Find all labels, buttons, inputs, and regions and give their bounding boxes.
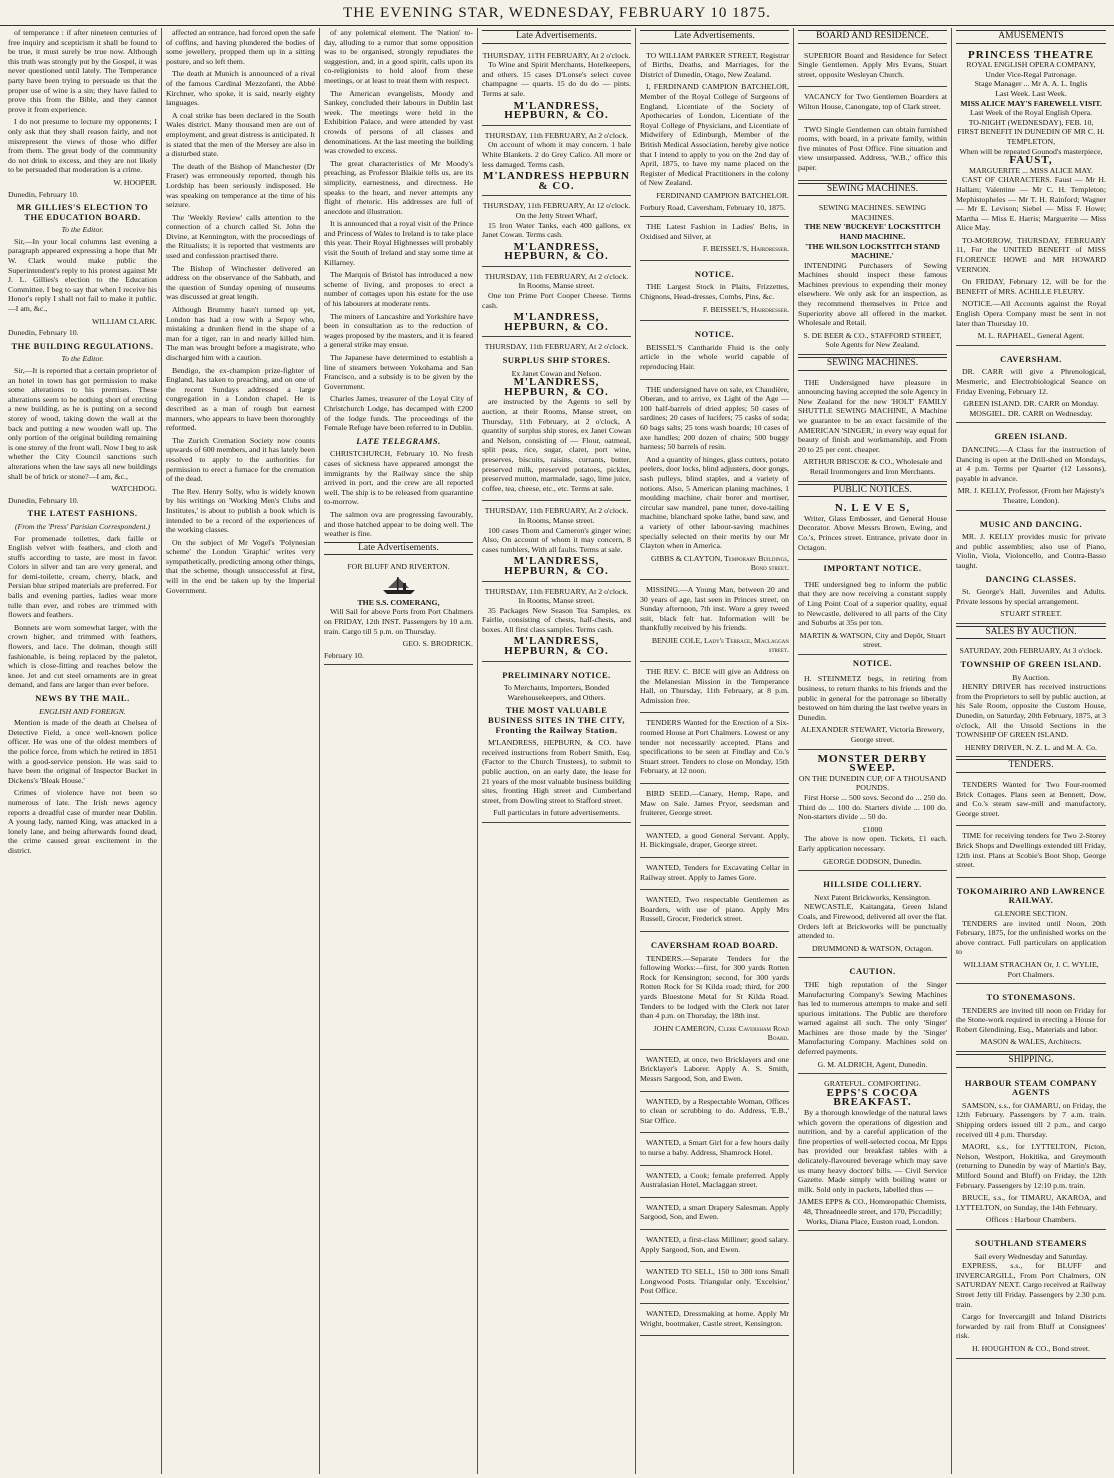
- notice-ad: [482, 664, 631, 823]
- ad-body: TWO Single Gentlemen can obtain furnished rooms, with board, in a private family, within five minutes of Post Office. Fine situation and view unsurpassed. Address, 'W.B.,' office this paper.: [798, 124, 947, 172]
- theatre-line: Last Week of the Royal English Opera.: [970, 108, 1092, 118]
- shipping-ad: [324, 559, 473, 665]
- ad-body: TENDERS.—Separate Tenders for the following Works:—first, for 300 yards Rotten Rock for Kensington; second, for 300 yards Rotten Rock for St Kilda road; third, for 200 yards Bluestone Metal for St Kilda Road. Tenders to be lodged with the Clerk not later than 4 p.m. on Thursday, the 18th inst.: [640, 953, 789, 1021]
- auction-firm: M'LANDRESS, HEPBURN, & CO.: [504, 376, 609, 398]
- letter-paragraph: Sir,—It is reported that a certain proprietor of an hotel in town has got permission to make some alterations to his premises. These alterations seem to be nothing short of erecting a new building, as he is putting on a second storey of wood, taking down the wall at the back and putting a new wooden wall up. The only portion of the original building remaining is one storey of the front wall. Now I beg to ask whether the City Council sanctions such alterations when the law says all new buildings shall be of brick or stone?—I am, &c.,: [8, 366, 157, 481]
- ad-signature: MASON & WALES, Architects.: [980, 1037, 1082, 1047]
- shipping-date: February 10.: [324, 650, 364, 660]
- music-ad: [956, 513, 1106, 624]
- article-paragraph: Bendigo, the ex-champion prize-fighter of England, has taken to preaching, and on one of the recent Sundays addressed a large congregation in a London chapel. He is described as a man of rough but earnest manners, who appears to have been thoroughly reformed.: [166, 365, 315, 433]
- article-heading: THE BUILDING REGULATIONS.: [11, 340, 154, 351]
- late-ads-heading: Late Advertisements.: [640, 30, 789, 44]
- ad-body: VACANCY for Two Gentlemen Boarders at Wilton House, Canongate, top of Clark street.: [798, 92, 947, 111]
- column-1: [4, 28, 162, 1474]
- telegram-paragraph: The salmon ova are progressing favourably, and those hatched appear to be doing well. The weather is fine.: [324, 509, 473, 539]
- section-heading: IMPORTANT NOTICE.: [823, 563, 922, 574]
- article-paragraph: On the subject of Mr Vogel's 'Polynesian scheme' the London 'Graphic' writes very sympathetically, predicting among other things, that the scheme, though unsuccessful at first, will in the end be taken up by the Imperial Government.: [166, 537, 315, 595]
- telegram-paragraph: CHRISTCHURCH, February 10. No fresh cases of sickness have appeared amongst the immigrants by the Railway since the ship arrived in port, and the crew are all reported well. The ship is to be released from quarantine to-morrow.: [324, 449, 473, 507]
- ad-title: DANCING CLASSES.: [985, 573, 1077, 584]
- auction-title: TOWNSHIP OF GREEN ISLAND.: [960, 659, 1102, 670]
- ad-signature: ARTHUR BRISCOE & CO., Wholesale and Retail Ironmongers and Iron Merchants.: [802, 457, 943, 476]
- ad-signature: WILLIAM STRACHAN Or, J. C. WYLIE, Port Chalmers.: [963, 959, 1099, 979]
- ad-name: EPPS'S COCOA BREAKFAST.: [826, 1086, 919, 1109]
- article-heading: MR GILLIES'S ELECTION TO THE EDUCATION BOARD.: [16, 202, 149, 222]
- ad-body: TENDERS are invited till noon on Friday for the Stone-work required in erecting a House for Robert Glendining, Esq., Materials and labor.: [956, 1005, 1106, 1034]
- auction-line: By Auction.: [1012, 672, 1050, 682]
- newspaper-columns: [4, 28, 1110, 1474]
- shipping-notice: MAORI, s.s., for LYTTELTON, Picton, Nelson, Westport, Hokitika, and Greymouth (returning to Dunedin by way of Martin's Bay, Milford Sound and Bluff) on Friday, the 12th February. Passengers by 12:10 p.m. train.: [956, 1142, 1106, 1190]
- column-3: [320, 28, 478, 1474]
- classified-ad: [640, 323, 789, 379]
- shipping-ad: [956, 1072, 1106, 1230]
- ad-body: WANTED, by a Respectable Woman, Offices to clean or scrubbing to do. Address, 'E.B.,' Star Office.: [640, 1096, 789, 1125]
- classified-ad: [640, 715, 789, 784]
- ship-icon: [379, 574, 419, 596]
- ad-line: Offices : Harbour Chambers.: [985, 1215, 1077, 1225]
- ad-signature: BENJIE COLE, Lady's Terrace, Maclaggan street.: [651, 635, 789, 655]
- classified-ad: [640, 1168, 789, 1198]
- classified-ad: [640, 1052, 789, 1092]
- notice-heading: THE MOST VALUABLE BUSINESS SITES IN THE CITY, Fronting the Railway Station.: [487, 705, 626, 735]
- auction-signature: HENRY DRIVER, N. Z. L. and M. A. Co.: [964, 742, 1098, 752]
- sweep-prizes: First Horse ... 500 sovs. Second do ... 250 do. Third do ... 100 do. Starters divide ... 100 do. Non-starters divide ... 50 do.: [798, 793, 947, 822]
- auction-ad: [482, 339, 631, 501]
- opera-title: FAUST,: [1009, 154, 1053, 167]
- article-paragraph: Bonnets are worn somewhat larger, with the crown higher, and trimmed with feathers, flowers, and lace. The dolman, though still fashionable, is being replaced by the paletot, which is close-fitting and reaches below the knee. Jet and cut steel ornaments are in great demand, and fans are larger than ever before.: [8, 622, 157, 690]
- article-paragraph: The Japanese have determined to establish a line of steamers between Yokohama and San Francisco, and a subsidy is to be given by the Government.: [324, 353, 473, 391]
- article-subheading: ENGLISH AND FOREIGN.: [39, 706, 126, 716]
- railway-ad: [956, 880, 1106, 984]
- article-paragraph: For promenade toilettes, dark faille or English velvet with feathers, and cloth and stuffs according to taste, are most in favor. Colors in silver and tan are very general, and for demi-toilette, cream, cherry, black, and Persian blue striped materials are preferred. For balls and evening parties, ladies wear more tulle than ever, and robes are trimmed with flowers and feathers.: [8, 533, 157, 620]
- ad-body: TENDERS Wanted for the Erection of a Six-roomed House at Port Chalmers. Lowest or any tender not necessarily accepted. Plans and specifications to be seen at Findlay and Co.'s Stuart street. Tenders to close on Monday, 15th February, at 12 noon.: [640, 718, 789, 776]
- ad-body: TIME for receiving tenders for Two 2-Storey Brick Shops and Dwellings extended till Friday, 12th inst. Plans at Scobie's Boot Shop, George street.: [956, 831, 1106, 870]
- classified-ad: [798, 89, 947, 119]
- article-paragraph: The Marquis of Bristol has introduced a new scheme of living, and proposes to erect a number of cottages upon his estate for the use of his labourers at moderate rents.: [324, 270, 473, 309]
- ad-body: DR. CARR will give a Phrenological, Mesmeric, and Electrobiological Seance on Friday Evening, February 12.: [956, 367, 1106, 396]
- auction-date: THURSDAY, 11th FEBRUARY, At 2 o'clock. In Rooms, Manse street.: [484, 506, 629, 525]
- auction-date: THURSDAY, 11TH FEBRUARY, At 2 o'clock.: [482, 50, 631, 60]
- shipping-ad: [956, 1232, 1106, 1359]
- ad-body: TENDERS Wanted for Two Four-roomed Brick Cottages. Plans seen at Bennett, Dow, and Co.'s steam saw-mill and manufactory, George street.: [956, 780, 1106, 818]
- sewing-machine-ad: [798, 375, 947, 482]
- shipping-detail: Will Sail for above Ports from Port Chalmers on FRIDAY, 12th INST. Passengers by 10 a.m. train. Cargo till 5 p.m. on Thursday.: [324, 607, 473, 636]
- auction-firm: M'LANDRESS, HEPBURN, & CO.: [504, 99, 609, 122]
- theatre-cast: CAST OF CHARACTERS. Faust — Mr H. Hallam; Valentine — Mr C. H. Templeton; Mephistopheles — Mr T. H. Rainford; Wagner — Mr E. Levison; Siebel — Miss F. Howe; Martha — Miss E. Harris; Marguerite — Miss Alice May.: [956, 175, 1106, 233]
- letter-signature: WATCHDOG.: [111, 484, 157, 494]
- ad-body: MISSING.—A Young Man, between 20 and 30 years of age, last seen in Princes street, on Sunday afternoon, 7th inst. Wore a grey tweed suit, black felt hat. Information will be thankfully received by his friends.: [640, 584, 789, 633]
- theatre-line: FIRST BENEFIT IN DUNEDIN OF MR C. H. TEMPLETON,: [957, 127, 1105, 146]
- letter-date: Dunedin, February 10.: [8, 495, 79, 505]
- classified-ad: [640, 786, 789, 826]
- ad-body: DANCING.—A Class for the instruction of Dancing is open at the Drill-shed on Mondays, at 4 p.m. Terms per Quarter (12 Lessons), payable in advance.: [956, 444, 1106, 483]
- article-paragraph: of any polemical element. The 'Nation' to-day, alluding to a rumor that some opposition was to be organised, strongly repudiates the suggestion, and, in a good spirit, calls upon its co-religionists to hold aloof from these meetings, or at least to treat them with respect.: [324, 28, 473, 85]
- ad-signature: G. M. ALDRICH, Agent, Dunedin.: [817, 1059, 928, 1069]
- shipping-notice: BRUCE, s.s., for TIMARU, AKAROA, and LYTTELTON, on Sunday, the 14th February.: [956, 1193, 1106, 1212]
- notice-subtitle: To Merchants, Importers, Bonded Warehousekeepers, and Others.: [503, 683, 610, 702]
- classified-ad: [640, 1135, 789, 1165]
- article-paragraph: The great characteristics of Mr Moody's preaching, as Professor Blaikie tells us, are its simplicity, earnestness, and directness. He speaks to the heart, and never attempts any flight of rhetoric. His addresses are full of anecdote and illustration.: [324, 158, 473, 216]
- theatre-line: MARGUERITE ... MISS ALICE MAY.: [969, 165, 1093, 175]
- auction-date: THURSDAY, 11th FEBRUARY, At 12 o'clock. On the Jetty Street Wharf,: [482, 201, 631, 220]
- theatre-name: PRINCESS THEATRE: [968, 48, 1094, 61]
- ad-signature: S. DE BEER & CO., STAFFORD STREET, Sole Agents for New Zealand.: [803, 330, 942, 350]
- ad-body: THE undersigned have on sale, ex Chaudière, Oberan, and to arrive, ex Light of the Age — 100 half-barrels of dried apples; 50 cases of sardines; 20 cases of lucifers; 75 casks of soda; 60 bags salts; 25 tons wash boards; 10 cases of axe handles; 200 dozen of chairs; 500 buggy harness; 50 barrels of resin.: [640, 384, 789, 452]
- auction-subtitle: Ex Janet Cowan and Nelson.: [511, 368, 602, 378]
- caution-ad: [798, 960, 947, 1074]
- auction-body: HENRY DRIVER has received instructions from the Proprietors to sell by public auction, at his Sale Room, opposite the Custom House, Dunedin, on Saturday, 20th February, 1875, at 3 o'clock, All the Unsold Sections in the TOWNSHIP OF GREEN ISLAND.: [956, 682, 1106, 740]
- auction-ad: [482, 584, 631, 662]
- section-heading: AMUSEMENTS: [956, 30, 1106, 44]
- ad-body: And a quantity of hinges, glass cutters, potato peelers, door locks, blind adjusters, door gongs, sash pulleys, blind staples, and a variety of notions. Also, 5 American planing machines, 1 moulding machine, chair borer and mortiser, circular saw mandrel, pane tuner, dove-tailing machine, blanchard spoke lathe, band saw, and a variety of other labour-saving machines specially selected on their merits by our Mr Clayton when in America.: [640, 454, 789, 551]
- ad-title: CAUTION.: [849, 966, 896, 977]
- ad-subtitle: GLENORE SECTION.: [994, 908, 1068, 918]
- section-heading: SALES BY AUCTION.: [956, 626, 1106, 640]
- auction-ad: [482, 128, 631, 197]
- auction-ad: [956, 643, 1106, 757]
- auction-body: To Wine and Spirit Merchants, Hotelkeepers, and others. 15 cases D'Lonse's select cuvee champagne — quarts. 15 do do do — pints. Terms at sale.: [482, 60, 631, 98]
- shipping-notice: EXPRESS, s.s., for BLUFF and INVERCARGILL, From Port Chalmers, ON SATURDAY NEXT. Cargo received at Railway Street Jetty till Friday. Passengers by 2.30 p.m. train.: [956, 1261, 1106, 1309]
- auction-date: THURSDAY, 11th FEBRUARY, At 2 o'clock.: [484, 130, 629, 140]
- tender-ad: [956, 986, 1106, 1052]
- colliery-ad: [798, 873, 947, 958]
- theatre-line: MISS ALICE MAY'S FAREWELL VISIT.: [960, 98, 1102, 108]
- auction-body: 100 cases Thom and Cameron's ginger wine; Also, On account of whom it may concern, 8 cases tumblers, With all faults. Terms at sale.: [482, 525, 631, 554]
- ad-title: MUSIC AND DANCING.: [979, 518, 1083, 529]
- lecture-ad: [956, 348, 1106, 424]
- theatre-line: Under Vice-Regal Patronage.: [985, 69, 1077, 79]
- ad-body: WANTED, Dressmaking at home. Apply Mr Wright, bootmaker, Castle street, Kensington.: [640, 1308, 789, 1328]
- column-6: [794, 28, 952, 1474]
- letter-signature: W. HOOPER.: [113, 177, 157, 187]
- ad-headline: 'THE WILSON LOCKSTITCH STAND MACHINE.': [805, 241, 940, 261]
- ad-body: WANTED, Two respectable Gentlemen as Boarders, with use of piano. Apply Mrs Russell, Grocer, Frederick street.: [640, 895, 789, 924]
- ad-signature: MARTIN & WATSON, City and Depôt, Stuart street.: [799, 630, 946, 650]
- ad-body: THE Latest Fashion in Ladies' Belts, in Oxidised and Silver, at: [640, 222, 789, 241]
- sweep-ad: [798, 752, 947, 872]
- ad-body: By a thorough knowledge of the natural laws which govern the operations of digestion and nutrition, and by a careful application of the fine properties of well-selected cocoa, Mr Epps has provided our breakfast tables with a delicately-flavoured beverage which may save us many heavy doctors' bills. — Civil Service Gazette. Made simply with boiling water or milk. Sold only in packets, labelled thus —: [798, 1108, 947, 1194]
- shipping-notice: SAMSON, s.s., for OAMARU, on Friday, the 12th February. Passengers by 7 a.m. train. Shipping orders issued till 2 p.m., and cargo received till 4 p.m. Thursday.: [956, 1100, 1106, 1139]
- ad-signature: F. BEISSEL'S, Hairdresser.: [702, 244, 789, 254]
- ad-body: MR. J. KELLY provides music for private and public assemblies; also use of Piano, Violin, Viola, Violoncello, and Contra-Basso taught.: [956, 532, 1106, 570]
- ad-body: WANTED, at once, two Bricklayers and one Bricklayer's Laborer. Apply A. S. Smith, Messrs Sargood, Son, and Ewen.: [640, 1054, 789, 1084]
- section-heading: SHIPPING.: [956, 1054, 1106, 1068]
- article-paragraph: The miners of Lancashire and Yorkshire have been in consultation as to the reduction of wages proposed by the masters, and it is feared a general strike may ensue.: [324, 311, 473, 350]
- ad-body: WANTED, a Smart Girl for a few hours daily to nurse a baby. Address, Shamrock Hotel.: [640, 1138, 789, 1158]
- letter-paragraph: Sir,—In your local columns last evening a paragraph appeared expressing a hope that Mr W. Clark would make public the Superintendent's reply to his protest against Mr J. L. Gillies's election to the Education Committee. I beg to say that when I receive his Honor's reply I shall not fail to make it public.—I am, &c.,: [8, 236, 157, 314]
- section-heading: BOARD AND RESIDENCE.: [798, 30, 947, 44]
- ad-subtitle: Next Patent Brickworks, Kensington.: [814, 892, 931, 902]
- late-ads-heading: Late Advertisements.: [482, 30, 631, 44]
- column-7: [952, 28, 1110, 1474]
- classified-ad: [640, 1306, 789, 1336]
- ad-title: GRATEFUL. COMFORTING.: [824, 1079, 921, 1089]
- article-paragraph: The 'Weekly Review' calls attention to the connection of a church called St. John the Divine, at Kennington, with the proceedings of the Ritualists; it is reported that vestments are used and confession practised there.: [166, 212, 315, 261]
- article-paragraph: The American evangelists, Moody and Sankey, concluded their labours in Dublin last week. The meetings were held in the Exhibition Palace, and were attended by vast crowds of persons of all classes and denominations. At the last meeting the building was crowded to excess.: [324, 88, 473, 156]
- sweep-signature: GEORGE DODSON, Dunedin.: [823, 856, 922, 866]
- auction-ad: [482, 269, 631, 338]
- ad-body: WANTED, a Cook; female preferred. Apply Australasian Hotel, Maclaggan street.: [640, 1170, 789, 1190]
- article-subheading: To the Editor.: [61, 354, 104, 364]
- ad-signature: JAMES EPPS & CO., Homœopathic Chemists, 48, Threadneedle street, and 170, Piccadilly; Works, Diana Place, Euston road, London.: [798, 1197, 947, 1226]
- theatre-signature: M. L. RAPHAEL, General Agent.: [977, 331, 1085, 341]
- classified-ad: [640, 582, 789, 662]
- ad-body: WANTED, Tenders for Excavating Cellar in Railway street. Apply to James Gore.: [640, 862, 789, 882]
- shipping-notice: Cargo for Invercargill and Inland Districts forwarded by rail from Bluff at Consignees' risk.: [956, 1312, 1106, 1341]
- auction-ad: [482, 503, 631, 581]
- notice-body: M'LANDRESS, HEPBURN, & CO. have received instructions from Robert Smith, Esq. (Factor to the Church Trustees), to submit to public auction, on an early date, the lease for 21 years of the most valuable business building sites, fronting High street and Cumberland street, from Dowling street to Stafford street.: [482, 738, 631, 805]
- classified-ad: [640, 934, 789, 1050]
- ad-body: THE Undersigned have pleasure in announcing having accepted the sole Agency in New Zealand for the new 'HOLT' FAMILY SHUTTLE SEWING MACHINE, A Machine we guarantee to be an exact facsimile of the AMERICAN 'SINGER,' in every way equal for beauty of finish and workmanship, and From 20 to 25 per cent. cheaper.: [798, 377, 947, 454]
- article-paragraph: The Rev. Henry Solly, who is widely known by his writings on 'Working Men's Clubs and Institutes,' is about to publish a book which is intended to be a record of the experiences of the working classes.: [166, 486, 315, 535]
- theatre-line: Last Week. Last Week.: [995, 88, 1067, 98]
- ad-line: MOSGIEL. DR. CARR on Wednesday.: [969, 408, 1093, 418]
- ad-headline: SEWING MACHINES. SEWING MACHINES.: [818, 203, 927, 222]
- classified-ad: [798, 122, 947, 181]
- ad-body: BIRD SEED.—Canary, Hemp, Rape, and Maw on Sale. James Pryor, seedsman and fruiterer, George street.: [640, 789, 789, 818]
- auction-date: SATURDAY, 20th FEBRUARY, At 3 o'clock.: [959, 646, 1103, 656]
- theatre-company: ROYAL ENGLISH OPERA COMPANY,: [966, 60, 1096, 70]
- ad-signature: MR. J. KELLY, Professor, (From her Majesty's Theatre, London).: [957, 486, 1105, 505]
- public-notice-ad: [798, 577, 947, 655]
- tender-ad: [956, 828, 1106, 877]
- article-heading: THE LATEST FASHIONS.: [27, 508, 138, 519]
- ad-title: CAVERSHAM ROAD BOARD.: [650, 939, 779, 950]
- theatre-line: TO-NIGHT (WEDNESDAY), FEB. 10,: [968, 117, 1094, 127]
- ad-line: GREEN ISLAND. DR. CARR on Monday.: [963, 399, 1099, 409]
- auction-firm: M'LANDRESS HEPBURN & CO.: [483, 170, 630, 192]
- ad-body: THE undersigned beg to inform the public that they are now receiving a constant supply of Ling Point Coal of a superior quality, equal to Newcastle, delivered to all parts of the City and Suburbs at 35s per ton.: [798, 579, 947, 628]
- ad-body: WANTED, a good General Servant. Apply, H. Bickingsale, draper, George street.: [640, 830, 789, 850]
- classified-ad: [640, 382, 789, 580]
- ad-signature: GIBBS & CLAYTON, Temporary Buildings, Bond street.: [650, 553, 789, 573]
- letter-paragraph: I do not presume to lecture my opponents; I only ask that they shall reason fairly, and not misrepresent the views of those who differ from them. The great body of the community do not drink to excess, and they are not likely to be persuaded that moderation is a crime.: [8, 117, 157, 175]
- ad-line: Sail every Wednesday and Saturday.: [974, 1251, 1088, 1261]
- ad-body: THE Largest Stock in Plaits, Frizzettes, Chignons, Head-dresses, Combs, Pins, &c.: [640, 282, 789, 302]
- public-notice-ad: [798, 501, 947, 560]
- late-ads-heading: Late Advertisements.: [324, 542, 473, 556]
- ad-body: INTENDING Purchasers of Sewing Machines should inspect these famous Machines previous to expending their money elsewhere. We only ask for an inspection, as they recommend themselves in Price and Superiority above all offered in the market. Wholesale and Retail.: [798, 260, 947, 328]
- cocoa-ad: [798, 1076, 947, 1231]
- auction-firm: M'LANDRESS, HEPBURN, & CO.: [504, 635, 609, 658]
- classified-ad: [640, 892, 789, 932]
- ad-body: WANTED, a first-class Milliner; good salary. Apply Sargood, Son, and Ewen.: [640, 1235, 789, 1254]
- ad-title: TO STONEMASONS.: [986, 992, 1076, 1003]
- theatre-line: NOTICE.—All Accounts against the Royal English Opera Company must be sent in not later than Thursday 10.: [956, 299, 1106, 328]
- ship-name: THE S.S. COMERANG,: [357, 597, 440, 607]
- ad-body: BEISSEL'S Cantharide Fluid is the only article in the whole world capable of reproducing Hair.: [640, 342, 789, 372]
- classified-ad: [798, 48, 947, 88]
- auction-body: are instructed by the Agents to sell by auction, at their Rooms, Manse street, on Thursday, 11th February, at 2 o'clock, A quantity of surplus ship stores, ex Janet Cowan and Nelson, consisting of — Flour, oatmeal, split peas, rice, sugar, claret, port wine, preserves, biscuits, raisins, currants, butter, preserved milk, preserved potatoes, pickles, preserved mutton, marmalade, sago, lime juice, coffee, tea, cheese, etc., etc. Terms at sale.: [482, 397, 631, 493]
- ad-body: WANTED TO SELL, 150 to 300 tons Small Longwood Posts. Triangular only. 'Excelsior,' Post Office.: [640, 1267, 789, 1296]
- ad-body: SUPERIOR Board and Residence for Select Single Gentlemen. Apply Mrs Evans, Stuart street, opposite Wesleyan Church.: [798, 50, 947, 79]
- ad-body: TENDERS are invited until Noon, 20th February, 1875, for the unfinished works on the above contract. Full particulars on application to: [956, 918, 1106, 957]
- ad-signature: H. HOUGHTON & CO., Bond street.: [972, 1343, 1090, 1353]
- article-paragraph: Charles James, treasurer of the Loyal City of Christchurch Lodge, has decamped with £200 of the lodge funds. The proceedings of the Female Refuge have been referred to in Dublin.: [324, 394, 473, 433]
- ad-signature: ALEXANDER STEWART, Victoria Brewery, George street.: [800, 725, 945, 745]
- classified-ad: [640, 860, 789, 890]
- auction-date: THURSDAY, 11th FEBRUARY, At 2 o'clock. In Rooms, Manse street.: [484, 586, 629, 606]
- section-heading: TENDERS.: [956, 759, 1106, 773]
- classified-ad: [640, 1232, 789, 1262]
- sweep-total: £1000: [862, 824, 883, 834]
- ad-body: THE high reputation of the Singer Manufacturing Company's Sewing Machines has led to numerous attempts to make and sell spurious imitations. The Public are therefore warned against all such. The only 'Singer' Machines are those made by the 'Singer' Manufacturing Company. Machines sold on deferred payments.: [798, 979, 947, 1057]
- auction-date: THURSDAY, 11th FEBRUARY, At 2 o'clock. In Rooms, Manse street.: [484, 271, 629, 291]
- auction-title: SURPLUS SHIP STORES.: [502, 355, 611, 366]
- notice-date: Forbury Road, Caversham, February 10, 1875.: [640, 202, 786, 212]
- ad-signature: STUART STREET.: [1000, 609, 1062, 619]
- article-paragraph: Crimes of violence have not been so numerous of late. The Irish news agency reports a dreadful case of murder near Dublin. A young lady, named King, was attacked in a lonely lane, and being afterwards found dead, the crime caused great excitement in the district.: [8, 788, 157, 855]
- notice-body: TO WILLIAM PARKER STREET, Registrar of Births, Deaths, and Marriages, for the District of Dunedin, Otago, New Zealand.: [640, 50, 789, 79]
- classified-ad: [640, 263, 789, 321]
- public-notice-ad: [798, 671, 947, 749]
- shipping-signature: GEO. S. BRODRICK.: [402, 639, 473, 649]
- ad-body: Writer, Glass Embosser, and General House Decorator. Above Messrs Brown, Ewing, and Co.'s, Princes street. Entrance, private door in Octagon.: [798, 513, 947, 552]
- ad-body: H. STEINMETZ begs, in retiring from business, to return thanks to his friends and the public in general for the patronage so liberally bestowed on him during the last twelve years in Dunedin.: [798, 674, 947, 722]
- article-subheading: To the Editor.: [61, 225, 104, 235]
- auction-body: 35 Packages New Season Tea Samples, ex Fairlie, consisting of chests, half-chests, and boxes. All first class samples. Terms cash.: [482, 605, 631, 634]
- notice-signature: FERDINAND CAMPION BATCHELOR.: [656, 190, 789, 200]
- ad-title: NOTICE.: [694, 329, 735, 340]
- sweep-title: MONSTER DERBY SWEEP.: [817, 752, 928, 775]
- notice-ad: [640, 48, 789, 218]
- theatre-ad: [956, 48, 1106, 346]
- article-paragraph: The death of the Bishop of Manchester (Dr Fraser) was erroneously reported, though his Lordship has been seriously indisposed. He was speaking on temperance at the time of his seizure.: [166, 161, 315, 210]
- ad-body: WANTED, a smart Drapery Salesman. Apply Sargood, Son, and Ewen.: [640, 1202, 789, 1222]
- sweep-subtitle: ON THE DUNEDIN CUP, OF A THOUSAND POUNDS.: [798, 773, 947, 793]
- dancing-ad: [956, 425, 1106, 510]
- article-paragraph: The Zurich Cremation Society now counts upwards of 600 members, and it has lately been resolved to apply to the authorities for permission to erect a furnace for the cremation of the dead.: [166, 435, 315, 484]
- article-paragraph: Although Brummy hasn't turned up yet, London has had a row with a Sepoy who, mistaking a drunken fiend in the shape of a man for a tiger, ran in and nearly killed him. The man was brought before a magistrate, who discharged him with a caution.: [166, 305, 315, 362]
- article-subheading: (From the 'Press' Parisian Correspondent.): [14, 521, 151, 531]
- classified-ad: [640, 1264, 789, 1304]
- ad-signature: F. BEISSEL'S, Hairdresser.: [702, 304, 789, 314]
- ad-body: THE REV. C. BICE will give an Address on the Melanesian Mission in the Temperance Hall, on Thursday, 11th February, at 8 p.m. Admission free.: [640, 667, 789, 705]
- article-paragraph: A coal strike has been declared in the South Wales district. Many thousand men are out of employment, and great distress is anticipated. It is stated that the men of the Mersey are also in a disturbed state.: [166, 110, 315, 159]
- auction-body: One ton Prime Port Cooper Cheese. Terms cash.: [482, 291, 631, 310]
- article-paragraph: The Bishop of Winchester delivered an address on the observance of the Sabbath, and the question of Sunday opening of museums was discussed at great length.: [166, 263, 315, 302]
- section-heading: PUBLIC NOTICES.: [798, 484, 947, 498]
- notice-body: I, FERDINAND CAMPION BATCHELOR, Member of the Royal College of Surgeons of England, Licentiate of the Society of Apothecaries of London, Licentiate of the Royal College of Physicians, and Licentiate of Midwifery of Edinburgh, Member of the British Medical Association, hereby give notice that I intend to apply to you on the 2nd day of April, 1875, to have my name placed on the Register of Medical Practitioners in the colony of New Zealand.: [640, 82, 789, 188]
- notice-footer: Full particulars in future advertisements.: [493, 808, 620, 818]
- theatre-line: On FRIDAY, February 12, will be for the BENEFIT of MRS. ACHILLE FLEURY.: [956, 277, 1106, 296]
- notice-title: PRELIMINARY NOTICE.: [502, 669, 611, 680]
- classified-ad: [640, 1094, 789, 1134]
- auction-body: On account of whom it may concern. 1 bale White Blankets. 2 do Grey Calico. All more or less damaged. Terms cash.: [482, 140, 631, 169]
- letter-date: Dunedin, February 10.: [8, 189, 79, 199]
- auction-firm: M'LANDRESS, HEPBURN, & CO.: [504, 555, 609, 577]
- ad-signature: DRUMMOND & WATSON, Octagon.: [812, 943, 933, 953]
- ad-body: NEWCASTLE, Kaitangata, Green Island Coals, and Firewood, delivered all over the flat. Orders left at Brickworks will be punctually attended to.: [798, 902, 947, 941]
- sweep-body: The above is now open. Tickets, £1 each. Early application necessary.: [798, 834, 947, 853]
- theatre-line: Stage Manager ... Mr A. A. L. Inglis: [974, 79, 1088, 89]
- ad-signature: JOHN CAMERON, Clerk Caversham Road Board.: [653, 1023, 789, 1043]
- section-heading: SEWING MACHINES.: [798, 183, 947, 197]
- auction-ad: [482, 48, 631, 126]
- ad-title: CAVERSHAM.: [1000, 353, 1062, 364]
- column-4: [478, 28, 636, 1474]
- ad-title: HARBOUR STEAM COMPANY AGENTS: [964, 1077, 1098, 1098]
- article-paragraph: The death at Munich is announced of a rival of the famous Cardinal Mezzofanti, the Abbé Kirchner, who spoke, it is said, nearly eighty languages.: [166, 69, 315, 108]
- ad-title: TOKOMAIRIRO AND LAWRENCE RAILWAY.: [956, 885, 1106, 906]
- column-2: [162, 28, 320, 1474]
- sewing-machine-ad: [798, 200, 947, 355]
- article-paragraph: Mention is made of the death at Chelsea of Detective Field, a once well-known police officer. He was one of the oldest members of the police force, from which he retired in 1851 with a good-service pension. He was said to have been the original of Inspector Bucket in Dickens's 'Bleak House.': [8, 718, 157, 785]
- ad-headline: THE NEW 'BUCKEYE' LOCKSTITCH HAND MACHINE.: [804, 222, 941, 241]
- ad-body: St. George's Hall, Juveniles and Adults. Private lessons by special arrangement.: [956, 587, 1106, 606]
- letter-paragraph: of temperance : if after nineteen centuries of free inquiry and scepticism it shall be found to be true, it must surely be true now. Although this truth was strongly put by the Gospel, it was never questioned until lately. The Temperance party have been trying to persuade us that the proper use of wine is a sin; they have failed to prove this from the Bible, and they cannot prove it from experience.: [8, 28, 157, 114]
- section-heading: NOTICE.: [852, 657, 893, 668]
- tender-ad: [956, 777, 1106, 826]
- classified-ad: [640, 664, 789, 713]
- letter-signature: WILLIAM CLARK.: [92, 316, 157, 326]
- auction-ad: [482, 198, 631, 267]
- column-5: [636, 28, 794, 1474]
- auction-firm: M'LANDRESS, HEPBURN, & CO.: [504, 240, 609, 263]
- masthead: THE EVENING STAR, WEDNESDAY, FEBRUARY 10 1875.: [0, 0, 1114, 26]
- section-heading: SEWING MACHINES.: [798, 357, 947, 371]
- classified-ad: [640, 1200, 789, 1230]
- ad-title: NOTICE.: [694, 268, 735, 279]
- ad-title: GREEN ISLAND.: [994, 431, 1068, 442]
- article-heading: NEWS BY THE MAIL.: [35, 693, 130, 703]
- letter-date: Dunedin, February 10.: [8, 328, 79, 338]
- shipping-route: FOR BLUFF AND RIVERTON.: [347, 562, 450, 572]
- auction-date: THURSDAY, 11th FEBRUARY, At 2 o'clock.: [484, 342, 629, 352]
- article-paragraph: affected an entrance, had forced open the safe of coffins, and having plundered the bodies of some jewellery, propped them up in a sitting posture, and so left them.: [166, 28, 315, 66]
- article-paragraph: It is announced that a royal visit of the Prince and Princess of Wales to Ireland is to take place this year. Their Royal Highnesses will probably visit the South of Ireland and stay some time at Killarney.: [324, 219, 473, 267]
- ad-title: SOUTHLAND STEAMERS: [975, 1237, 1087, 1248]
- theatre-line: When will be repeated Gounod's masterpiece,: [959, 146, 1103, 156]
- ad-name: N. L E V E S,: [834, 502, 911, 515]
- theatre-line: TO-MORROW, THURSDAY, FEBRUARY 11, For the UNITED BENEFIT of MISS FLORENCE HOWE and MR HOWARD VERNON.: [956, 235, 1106, 274]
- telegrams-heading: LATE TELEGRAMS.: [356, 435, 441, 446]
- auction-body: 15 Iron Water Tanks, each 400 gallons, ex Janet Cowan. Terms cash.: [482, 220, 631, 240]
- classified-ad: [640, 828, 789, 858]
- ad-title: HILLSIDE COLLIERY.: [823, 879, 922, 890]
- auction-firm: M'LANDRESS, HEPBURN, & CO.: [504, 311, 609, 333]
- classified-ad: [640, 219, 789, 261]
